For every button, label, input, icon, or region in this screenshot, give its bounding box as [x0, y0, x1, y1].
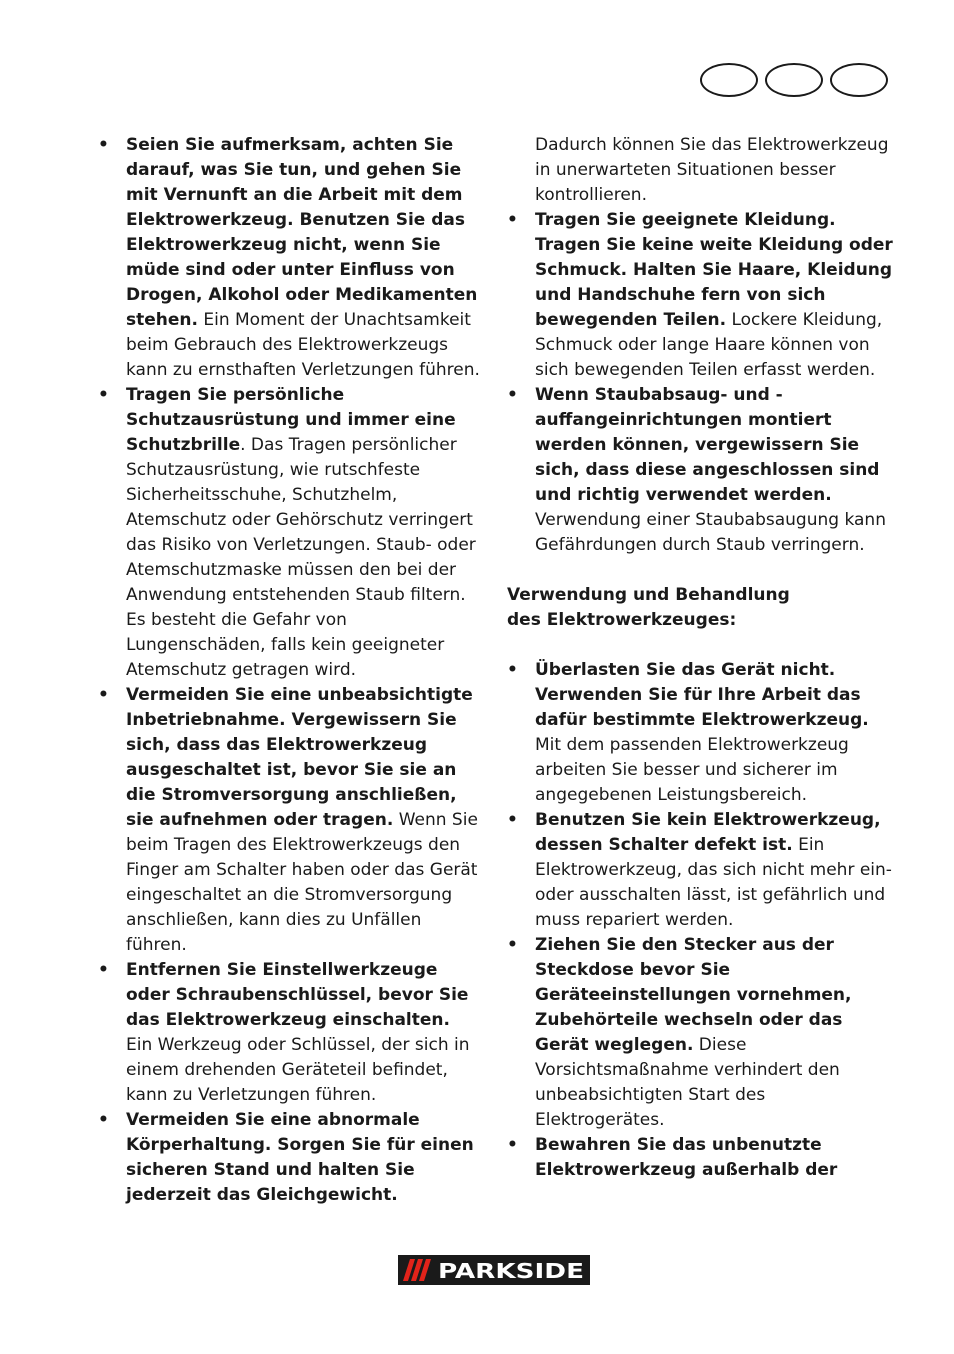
- safety-item: • Vermeiden Sie eine unbeabsichtigte Inbetriebnahme. Vergewissern Sie sich, dass das Elektrowerkzeug ausgeschaltet ist, bevor Sie sie an die Stromversorgung anschließen, sie aufnehmen oder tragen. Wenn Sie beim Tragen des Elektrowerkzeugs den Finger am Schalter haben oder das Gerät eingeschaltet an die Stromversorgung anschließen, kann dies zu Unfällen führen.: [98, 685, 478, 955]
- safety-item: • Entfernen Sie Einstellwerkzeuge oder Schraubenschlüssel, bevor Sie das Elektrowerkzeug einschalten. Ein Werkzeug oder Schlüssel, der sich in einem drehenden Geräteteil befindet, kann zu Verletzungen führen.: [98, 960, 470, 1105]
- logo-text: PARKSIDE: [438, 1259, 584, 1283]
- safety-item: • Überlasten Sie das Gerät nicht. Verwenden Sie für Ihre Arbeit das dafür bestimmte Elektrowerkzeug. Mit dem passenden Elektrowerkzeug arbeiten Sie besser und sicherer im angegebenen Leistungsbereich.: [507, 660, 869, 805]
- right-column: [507, 133, 893, 1183]
- safety-item: • Tragen Sie geeignete Kleidung. Tragen Sie keine weite Kleidung oder Schmuck. Halten Sie Haare, Kleidung und Handschuhe fern von sich bewegenden Teilen. Lockere Kleidung, Schmuck oder lange Haare können von sich bewegenden Teilen erfasst werden.: [507, 210, 893, 380]
- language-oval-1: [700, 63, 758, 97]
- language-oval-3: [830, 63, 888, 97]
- language-oval-2: [765, 63, 823, 97]
- left-column: [98, 133, 480, 1208]
- safety-item: • Benutzen Sie kein Elektrowerkzeug, dessen Schalter defekt ist. Ein Elektrowerkzeug, das sich nicht mehr ein- oder ausschalten lässt, ist gefährlich und muss repariert werden.: [507, 810, 892, 930]
- language-indicator: [700, 63, 890, 99]
- parkside-logo: [398, 1255, 590, 1285]
- safety-item: • Wenn Staubabsaug- und -auffangeinrichtungen montiert werden können, vergewissern Sie sich, dass diese angeschlossen sind und richtig verwendet werden. Verwendung einer Staubabsaugung kann Gefährdungen durch Staub verringern.: [507, 385, 886, 555]
- safety-item: • Vermeiden Sie eine abnormale Körperhaltung. Sorgen Sie für einen sicheren Stand und halten Sie jederzeit das Gleichgewicht.: [98, 1110, 474, 1205]
- section-heading: Verwendung und Behandlung des Elektrowerkzeuges:: [507, 585, 790, 630]
- safety-item: • Ziehen Sie den Stecker aus der Steckdose bevor Sie Geräteeinstellungen vornehmen, Zubehörteile wechseln oder das Gerät weglegen. Diese Vorsichtsmaßnahme verhindert den unbeabsichtigten Start des Elektrogerätes.: [507, 935, 852, 1130]
- continuation-text: Dadurch können Sie das Elektrowerkzeug in unerwarteten Situationen besser kontrollieren.: [535, 135, 889, 205]
- safety-item: • Seien Sie aufmerksam, achten Sie darauf, was Sie tun, und gehen Sie mit Vernunft an die Arbeit mit dem Elektrowerkzeug. Benutzen Sie das Elektrowerkzeug nicht, wenn Sie müde sind oder unter Einfluss von Drogen, Alkohol oder Medikamenten stehen. Ein Moment der Unachtsamkeit beim Gebrauch des Elektrowerkzeugs kann zu ernsthaften Verletzungen führen.: [98, 135, 480, 380]
- safety-item: • Bewahren Sie das unbenutzte Elektrowerkzeug außerhalb der: [507, 1135, 838, 1180]
- safety-item: • Tragen Sie persönliche Schutzausrüstung und immer eine Schutzbrille. Das Tragen persönlicher Schutzausrüstung, wie rutschfeste Sicherheitsschuhe, Schutzhelm, Atemschutz oder Gehörschutz verringert das Risiko von Verletzungen. Staub- oder Atemschutzmaske müssen den bei der Anwendung entstehenden Staub filtern. Es besteht die Gefahr von Lungenschäden, falls kein geeigneter Atemschutz getragen wird.: [98, 385, 476, 680]
